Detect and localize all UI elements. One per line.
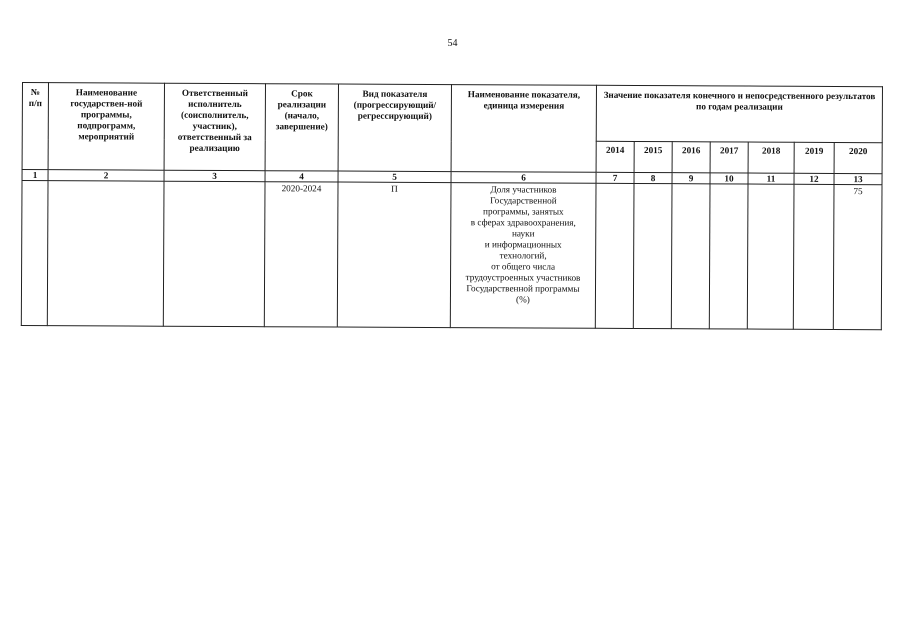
header-indicator-type: Вид показателя (прогрессирующий/ регрессирующий) [338, 84, 451, 172]
column-number: 8 [634, 172, 672, 183]
row-value-2017 [709, 184, 748, 329]
header-program-name: Наименование государствен-ной программы, подпрограмм, мероприятий [48, 83, 164, 171]
row-value-2016 [671, 184, 710, 329]
column-number: 7 [596, 172, 634, 183]
header-responsible: Ответственный исполнитель (соисполнитель, участник), ответственный за реализацию [164, 83, 265, 170]
header-year: 2017 [710, 142, 748, 173]
row-indicator-type: П [337, 182, 451, 328]
row-program-name [47, 181, 164, 327]
column-number: 5 [338, 171, 451, 183]
header-values-group: Значение показателя конечного и непосредственного результатов по годам реализации [596, 85, 882, 142]
header-year: 2016 [672, 142, 710, 173]
page-number: 54 [447, 38, 458, 49]
header-row [22, 83, 882, 143]
row-value-2019 [793, 184, 834, 329]
row-value-2015 [633, 183, 672, 328]
column-number: 12 [794, 173, 834, 184]
header-num: № п/п [22, 83, 48, 170]
header-indicator-name: Наименование показателя, единица измерения [451, 85, 596, 173]
header-year: 2020 [834, 142, 882, 173]
column-number: 9 [672, 173, 710, 184]
row-value-2020: 75 [833, 184, 882, 329]
row-responsible [163, 181, 265, 326]
row-num [21, 181, 48, 326]
table-row [21, 181, 882, 330]
header-year: 2018 [748, 142, 794, 173]
indicator-table [21, 82, 883, 330]
column-number: 10 [710, 173, 748, 184]
header-year: 2015 [634, 141, 672, 172]
column-number: 2 [48, 170, 164, 182]
header-period: Срок реализации (начало, завершение) [265, 84, 338, 171]
column-number: 3 [164, 170, 265, 181]
column-number: 11 [748, 173, 794, 184]
column-number: 1 [22, 170, 48, 181]
row-value-2014 [595, 183, 634, 328]
column-number: 4 [265, 171, 338, 182]
row-period: 2020-2024 [264, 182, 338, 327]
header-year: 2019 [794, 142, 834, 173]
row-value-2018 [747, 184, 794, 329]
header-year: 2014 [596, 141, 634, 172]
column-number: 6 [451, 172, 596, 184]
column-number: 13 [834, 173, 882, 184]
row-indicator-name: Доля участников Государственной программы, занятых в сферах здравоохранения, науки и информационных технологий, от общего числа трудоустроенных участников Государственной программы (%) [450, 183, 596, 329]
